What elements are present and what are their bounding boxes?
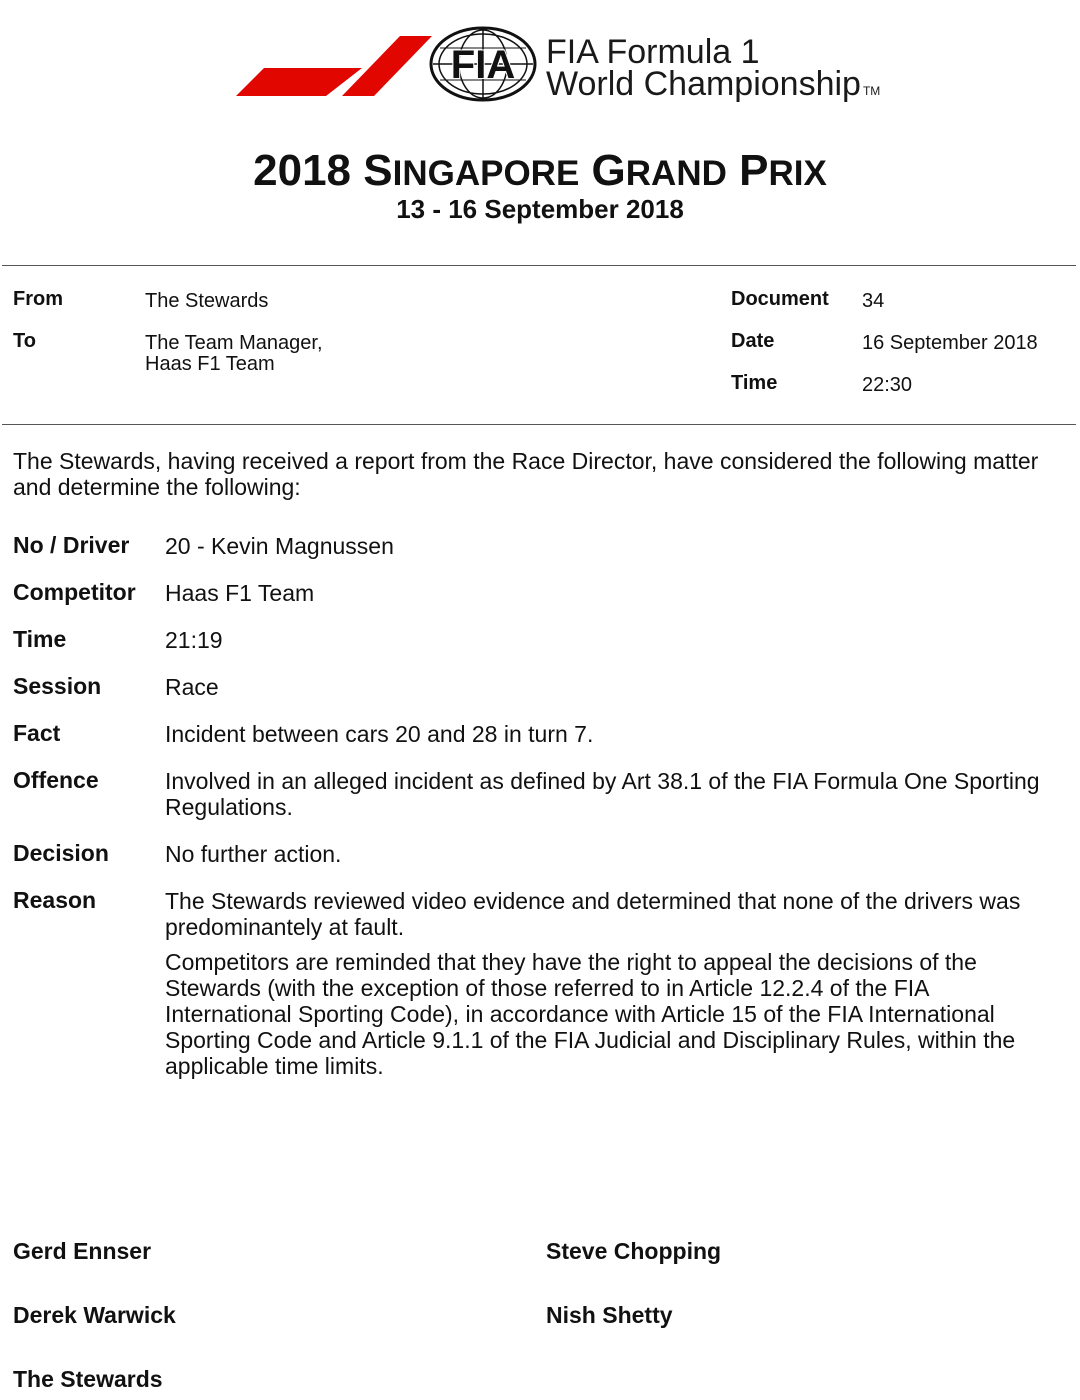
- reason-line: predominantely at fault.: [165, 914, 405, 940]
- steward-signer: Nish Shetty: [546, 1302, 673, 1328]
- title-initial: S: [363, 146, 393, 195]
- offence-line: Regulations.: [165, 794, 293, 820]
- offence-label: Offence: [13, 767, 99, 793]
- title-word: RAND: [625, 154, 727, 193]
- appeal-line: applicable time limits.: [165, 1053, 384, 1079]
- steward-signer: Derek Warwick: [13, 1302, 176, 1328]
- fia-globe-logo: [428, 26, 538, 102]
- intro-line: and determine the following:: [13, 474, 301, 500]
- title-word: RIX: [768, 154, 827, 193]
- brand-title-line2: [546, 66, 880, 109]
- intro-line: The Stewards, having received a report from the Race Director, have considered the following matter: [13, 448, 1039, 474]
- session-value: Race: [165, 674, 219, 700]
- stewards-footer: The Stewards: [13, 1366, 163, 1392]
- event-title: [0, 146, 1080, 199]
- reason-value: [165, 888, 1070, 940]
- from-label: From: [13, 288, 63, 310]
- intro-paragraph: [13, 448, 1075, 500]
- date-label: Date: [731, 330, 775, 352]
- title-word: INGAPORE: [392, 154, 580, 193]
- driver-label: No / Driver: [13, 532, 130, 558]
- divider-top: [2, 265, 1076, 266]
- reason-label: Reason: [13, 887, 97, 913]
- steward-signer: Steve Chopping: [546, 1238, 722, 1264]
- time-value: 22:30: [862, 374, 913, 396]
- decision-label: Decision: [13, 840, 109, 866]
- to-label: To: [13, 330, 36, 352]
- reason-line: The Stewards reviewed video evidence and determined that none of the drivers was: [165, 888, 1021, 914]
- offence-line: Involved in an alleged incident as defined by Art 38.1 of the FIA Formula One Sporting: [165, 768, 1040, 794]
- to-value-line2: Haas F1 Team: [145, 353, 275, 375]
- f1-logo: [176, 30, 434, 98]
- f1-logo-f-shape: [176, 50, 216, 96]
- appeal-line: Competitors are reminded that they have the right to appeal the decisions of the: [165, 949, 977, 975]
- document-number: 34: [862, 290, 885, 312]
- event-year: 2018: [253, 146, 364, 195]
- fact-value: Incident between cars 20 and 28 in turn 7.: [165, 721, 594, 747]
- divider-bottom: [2, 424, 1076, 425]
- to-value-line1: The Team Manager,: [145, 332, 323, 354]
- driver-value: 20 - Kevin Magnussen: [165, 533, 394, 559]
- incident-time-value: 21:19: [165, 627, 223, 653]
- incident-time-label: Time: [13, 626, 67, 652]
- event-dates: 13 - 16 September 2018: [396, 194, 684, 224]
- date-value: 16 September 2018: [862, 332, 1038, 354]
- competitor-value: Haas F1 Team: [165, 580, 315, 606]
- appeal-line: International Sporting Code), in accordance with Article 15 of the FIA International: [165, 1001, 995, 1027]
- document-label: Document: [731, 288, 829, 310]
- fia-logo-text: FIA: [450, 43, 516, 87]
- offence-value: [165, 768, 1070, 820]
- f1-logo-one: [342, 36, 432, 96]
- brand-title-text: FIA Formula 1: [546, 33, 760, 71]
- time-label: Time: [731, 372, 778, 394]
- from-value: The Stewards: [145, 290, 269, 312]
- title-initial: G: [591, 146, 626, 195]
- appeal-line: Stewards (with the exception of those referred to in Article 12.2.4 of the FIA: [165, 975, 930, 1001]
- f1-logo-bar: [236, 68, 362, 96]
- brand-subtitle-text: World Championship: [546, 65, 861, 103]
- appeal-line: Sporting Code and Article 9.1.1 of the FIA Judicial and Disciplinary Rules, within the: [165, 1027, 1016, 1053]
- steward-signer: Gerd Ennser: [13, 1238, 152, 1264]
- trademark-mark: TM: [862, 84, 881, 98]
- decision-value: No further action.: [165, 841, 342, 867]
- appeal-notice: [165, 949, 1070, 1079]
- session-label: Session: [13, 673, 102, 699]
- competitor-label: Competitor: [13, 579, 136, 605]
- fact-label: Fact: [13, 720, 61, 746]
- title-initial: P: [739, 146, 769, 195]
